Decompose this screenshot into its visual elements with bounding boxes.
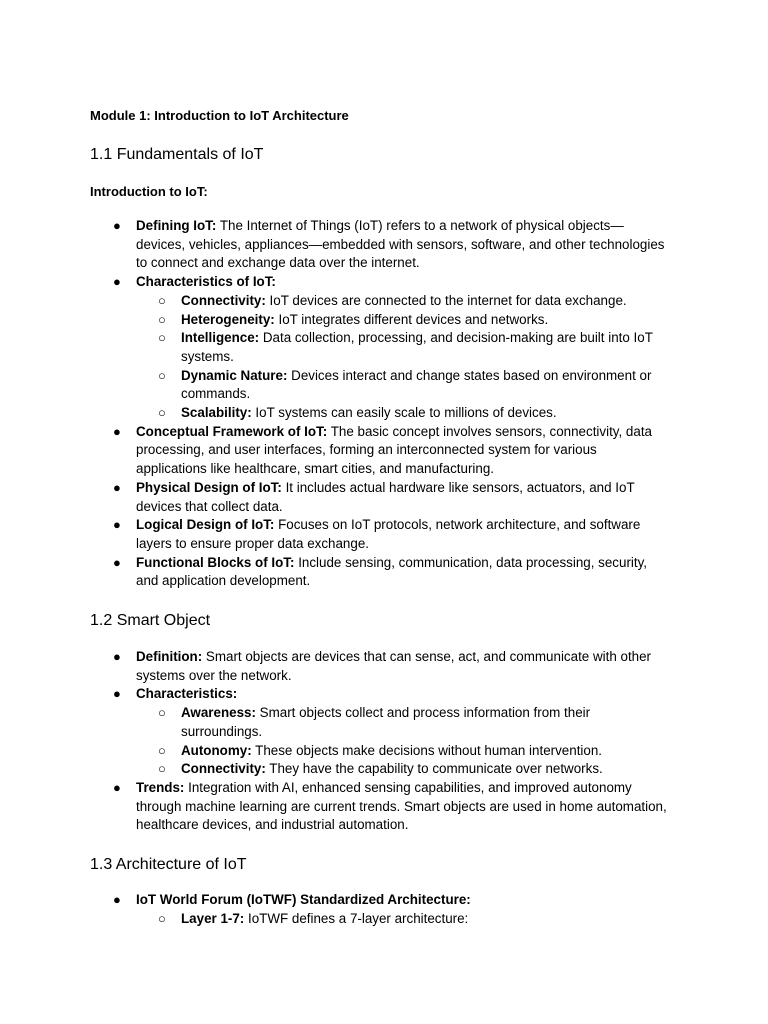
section-2-heading: 1.2 Smart Object xyxy=(90,612,211,629)
sub-list-item xyxy=(0,404,668,423)
item-term: Trends: xyxy=(136,779,185,795)
item-term: Connectivity: xyxy=(181,761,266,777)
filled-bullet-icon: ● xyxy=(113,479,121,495)
item-term: Characteristics: xyxy=(136,686,238,702)
hollow-bullet-icon: ○ xyxy=(158,742,166,758)
hollow-bullet-icon: ○ xyxy=(158,292,166,308)
list-item xyxy=(0,685,668,704)
filled-bullet-icon: ● xyxy=(113,274,121,290)
item-term: Heterogeneity: xyxy=(181,311,275,327)
list-item xyxy=(0,217,668,273)
sub-list-item xyxy=(0,760,668,779)
list-item xyxy=(0,273,668,292)
item-term: Conceptual Framework of IoT: xyxy=(136,423,328,439)
list-item xyxy=(0,554,668,591)
item-text: The basic concept involves sensors, connectivity, data processing, and user interfaces, forming an interconnected system for various applications like healthcare, smart cities, and manufacturing. xyxy=(136,423,652,477)
item-text: IoTWF defines a 7-layer architecture: xyxy=(244,910,469,926)
module-title: Module 1: Introduction to IoT Architecture xyxy=(90,108,349,123)
item-text: These objects make decisions without human intervention. xyxy=(251,742,603,758)
item-term: Definition: xyxy=(136,649,203,664)
item-term: Defining IoT: xyxy=(136,218,217,233)
item-text: Integration with AI, enhanced sensing capabilities, and improved autonomy through machine learning are current trends. Smart objects are used in home automation, healthcare devices, and industrial automation. xyxy=(136,779,667,833)
filled-bullet-icon: ● xyxy=(113,686,121,702)
filled-bullet-icon: ● xyxy=(113,218,121,233)
item-term: Autonomy: xyxy=(181,742,252,758)
hollow-bullet-icon: ○ xyxy=(158,330,166,346)
filled-bullet-icon: ● xyxy=(113,779,121,795)
item-text: Devices interact and change states based on environment or commands. xyxy=(181,367,652,402)
item-text: Smart objects collect and process information from their surroundings. xyxy=(181,705,591,739)
item-term: Physical Design of IoT: xyxy=(136,479,282,495)
item-term: Connectivity: xyxy=(181,292,266,308)
filled-bullet-icon: ● xyxy=(113,892,121,907)
list-item xyxy=(0,516,668,553)
list-item xyxy=(0,423,668,479)
item-text: It includes actual hardware like sensors, actuators, and IoT devices that collect data. xyxy=(136,479,635,514)
item-term: Dynamic Nature: xyxy=(181,367,288,383)
item-text: IoT systems can easily scale to millions of devices. xyxy=(251,405,557,421)
hollow-bullet-icon: ○ xyxy=(158,311,166,327)
section-3-heading: 1.3 Architecture of IoT xyxy=(90,856,247,873)
filled-bullet-icon: ● xyxy=(113,554,121,570)
sub-list-item xyxy=(0,367,668,404)
item-term: Scalability: xyxy=(181,405,252,421)
hollow-bullet-icon: ○ xyxy=(158,761,166,777)
item-term: Awareness: xyxy=(181,705,256,721)
list-item xyxy=(0,479,668,516)
item-term: Logical Design of IoT: xyxy=(136,517,275,533)
item-text: Include sensing, communication, data processing, security, and application development. xyxy=(136,554,648,589)
sub-list-item xyxy=(0,329,668,366)
item-text: IoT devices are connected to the internet for data exchange. xyxy=(265,292,627,308)
list-item xyxy=(0,891,668,910)
sub-list-item xyxy=(0,292,668,311)
item-text: Data collection, processing, and decision-making are built into IoT systems. xyxy=(181,330,653,364)
section-1-subheading: Introduction to IoT: xyxy=(90,184,208,199)
hollow-bullet-icon: ○ xyxy=(158,367,166,383)
hollow-bullet-icon: ○ xyxy=(158,705,166,721)
item-text: They have the capability to communicate over networks. xyxy=(265,761,603,777)
section-3-list xyxy=(0,891,768,928)
section-2-list xyxy=(0,648,768,835)
list-item xyxy=(0,779,668,835)
item-text: Focuses on IoT protocols, network architecture, and software layers to ensure proper data exchange. xyxy=(136,517,641,551)
section-1-heading: 1.1 Fundamentals of IoT xyxy=(90,146,264,163)
item-text: Smart objects are devices that can sense, act, and communicate with other systems over the network. xyxy=(136,649,652,683)
filled-bullet-icon: ● xyxy=(113,423,121,439)
item-term: Characteristics of IoT: xyxy=(136,274,276,290)
filled-bullet-icon: ● xyxy=(113,517,121,533)
sub-list-item xyxy=(0,910,668,929)
filled-bullet-icon: ● xyxy=(113,649,121,664)
item-term: Layer 1-7: xyxy=(181,910,245,926)
list-item xyxy=(0,648,668,685)
sub-list-item xyxy=(0,742,668,761)
sub-list-item xyxy=(0,311,668,330)
sub-list-item xyxy=(0,704,668,741)
item-text: The Internet of Things (IoT) refers to a network of physical objects—devices, vehicles, appliances—embedded with sensors, software, and other technologies to connect and exchange data over the internet. xyxy=(136,218,665,271)
item-term: Functional Blocks of IoT: xyxy=(136,554,295,570)
item-term: Intelligence: xyxy=(181,330,260,346)
section-1-list xyxy=(0,217,768,591)
item-text: IoT integrates different devices and networks. xyxy=(274,311,549,327)
item-term: IoT World Forum (IoTWF) Standardized Architecture: xyxy=(136,892,471,907)
hollow-bullet-icon: ○ xyxy=(158,405,166,421)
hollow-bullet-icon: ○ xyxy=(158,910,166,926)
